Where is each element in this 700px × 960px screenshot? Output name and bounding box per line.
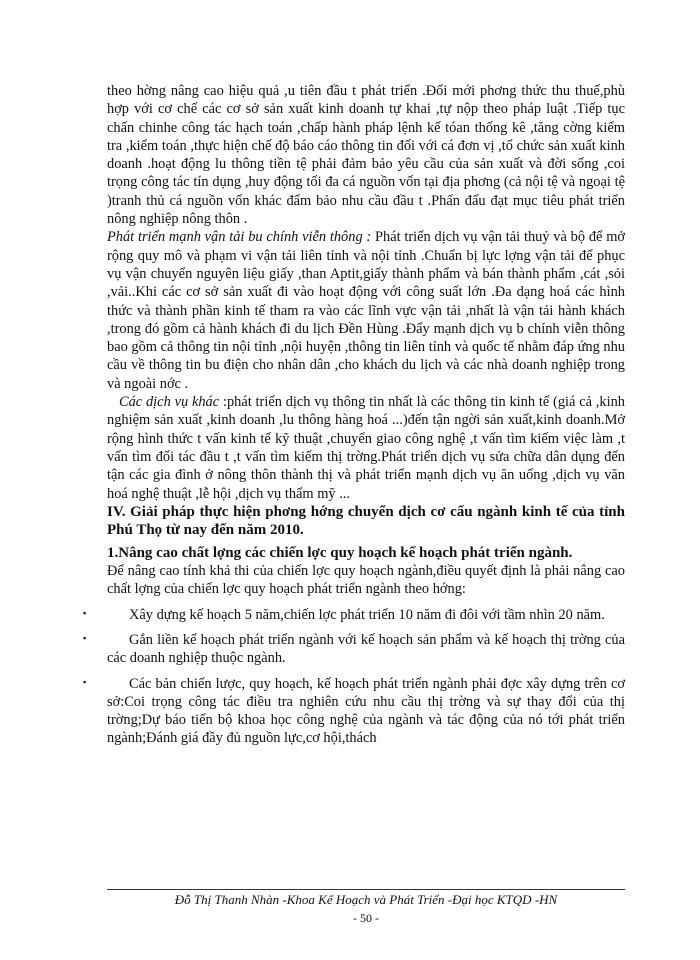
document-body — [83, 82, 625, 748]
paragraph: theo hờng nâng cao hiệu quả ,u tiên đầu t phát triển .Đổi mới phơng thức thu thuế,phù hợp với cơ chế các cơ sở sản xuất kinh doanh tự khai ,tự nộp theo pháp luật .Tiếp tục chấn chinhe công tác hạch toán ,chấp hành pháp lệnh kế tóan thống kê ,tăng cờng kiểm tra ,kiểm toán ,thực hiện chế độ báo cáo thông tin đối với cá đơn vị ,tổ chức sản xuất kinh doanh .hoạt động lu thông tiền tệ phải đảm bảo yêu cầu của sản xuất và đời sống ,coi trọng công tác tín dụng ,huy động tối đa cá nguồn vốn tại địa phơng (cả nội tệ và ngoại tệ )tranh thủ cá nguồn vốn khác đẩm bảo nhu cầu đầu t .Phấn đấu đạt mục tiêu phát triển nông nghiệp nông thôn . — [107, 83, 625, 228]
square-bullet-icon: ▪ — [83, 607, 87, 618]
paragraph: Để nâng cao tính khả thi của chiến lợc quy hoạch ngành,điều quyết định là phải nâng cao chất lợng của chiến lợc quy hoạch phát triển ngành theo hớng: — [107, 563, 625, 598]
list-item — [83, 606, 625, 624]
list-item-text: Xây dựng kế hoạch 5 năm,chiến lợc phát triển 10 năm đi đôi với tầm nhìn 20 năm. — [129, 606, 605, 623]
paragraph — [107, 393, 625, 503]
paragraph-text: Phát triển dịch vụ vận tải thuỷ và bộ để mở rộng quy mô và phạm vi vận tải liên tỉnh và nội tỉnh .Chuẩn bị lực lợng vận tải để phục vụ vận chuyển nguyên liệu giấy ,than Aptit,giấy thành phẩm và bán thành phẩm ,cát ,sỏi ,vải..Khi các cơ sở sản xuất đi vào hoạt động với công suất lớn .Đa dạng hoá các hình thức và thành phần kinh tế tham ra vào các lĩnh vực vận tải ,nhất là vận tải hành khách ,trong đó gồm cả hành khách đi du lịch Đền Hùng .Đẩy mạnh dịch vụ b chính viễn thông bao gồm cả thông tin nội tỉnh ,nội huyện ,thông tin liên tỉnh và quốc tế nhằm đáp ứng nhu cầu về thông tin bu điện cho nhân dân ,cho khách du lịch và các nhà doanh nghiệp trong và ngoài nớc . — [107, 229, 625, 392]
square-bullet-icon: ▪ — [83, 676, 87, 687]
page-number: - 50 - — [353, 911, 379, 925]
paragraph — [107, 228, 625, 393]
paragraph-text: :phát triển dịch vụ thông tin nhất là các thông tin kinh tế (giá cả ,kinh nghiệm sản xuất ,kinh doanh ,lu thông hàng hoá ...)đến tận ngời sản xuất,kinh doanh.Mở rộng hình thức t vấn kinh tế kỹ thuật ,chuyển giao công nghệ ,t vấn tìm kiếm việc làm ,t vấn tìm đối tác đầu t ,t vấn tìm kiếm thị trờng.Phát triển dịch vụ sửa chữa dân dụng đến tận các gia đình ở nông thôn thành thị và phát triển mạnh dịch vụ ăn uống ,dịch vụ văn hoá nghệ thuật ,lễ hội ,dịch vụ thẩm mỹ ... — [107, 394, 625, 502]
italic-lead: Phát triển mạnh vận tải bu chính viễn thông : — [107, 229, 372, 246]
section-heading: IV. Giải pháp thực hiện phơng hớng chuyển dịch cơ cấu ngành kinh tế của tỉnh Phú Thọ từ nay đến năm 2010. — [107, 503, 625, 539]
subsection-heading: 1.Nâng cao chất lợng các chiến lợc quy hoạch kế hoạch phát triển ngành. — [107, 544, 573, 561]
list-item-text: Gắn liền kế hoạch phát triển ngành với kế hoạch sản phẩm và kế hoạch thị trờng của các doanh nghiệp thuộc ngành. — [107, 631, 625, 667]
list-item — [83, 675, 625, 748]
footer-author: Đỗ Thị Thanh Nhàn -Khoa Kế Hoạch và Phát Triển -Đại học KTQD -HN — [174, 892, 558, 907]
list-item — [83, 631, 625, 668]
footer-divider — [107, 889, 625, 890]
square-bullet-icon: ▪ — [83, 632, 87, 643]
list-item-text: Các bản chiến lược, quy hoạch, kế hoạch phát triển ngành phải đợc xây dựng trên cơ sở:Coi trọng công tác điều tra nghiên cứu nhu cầu thị trờng và sự thay đổi của thị trờng;Dự báo tiến bộ khoa học công nghệ của ngành và tác động của nó tới phát triển ngành;Đánh giá đầy đủ nguồn lực,cơ hội,thách — [107, 675, 625, 747]
italic-lead: Các dịch vụ khác — [119, 394, 220, 411]
